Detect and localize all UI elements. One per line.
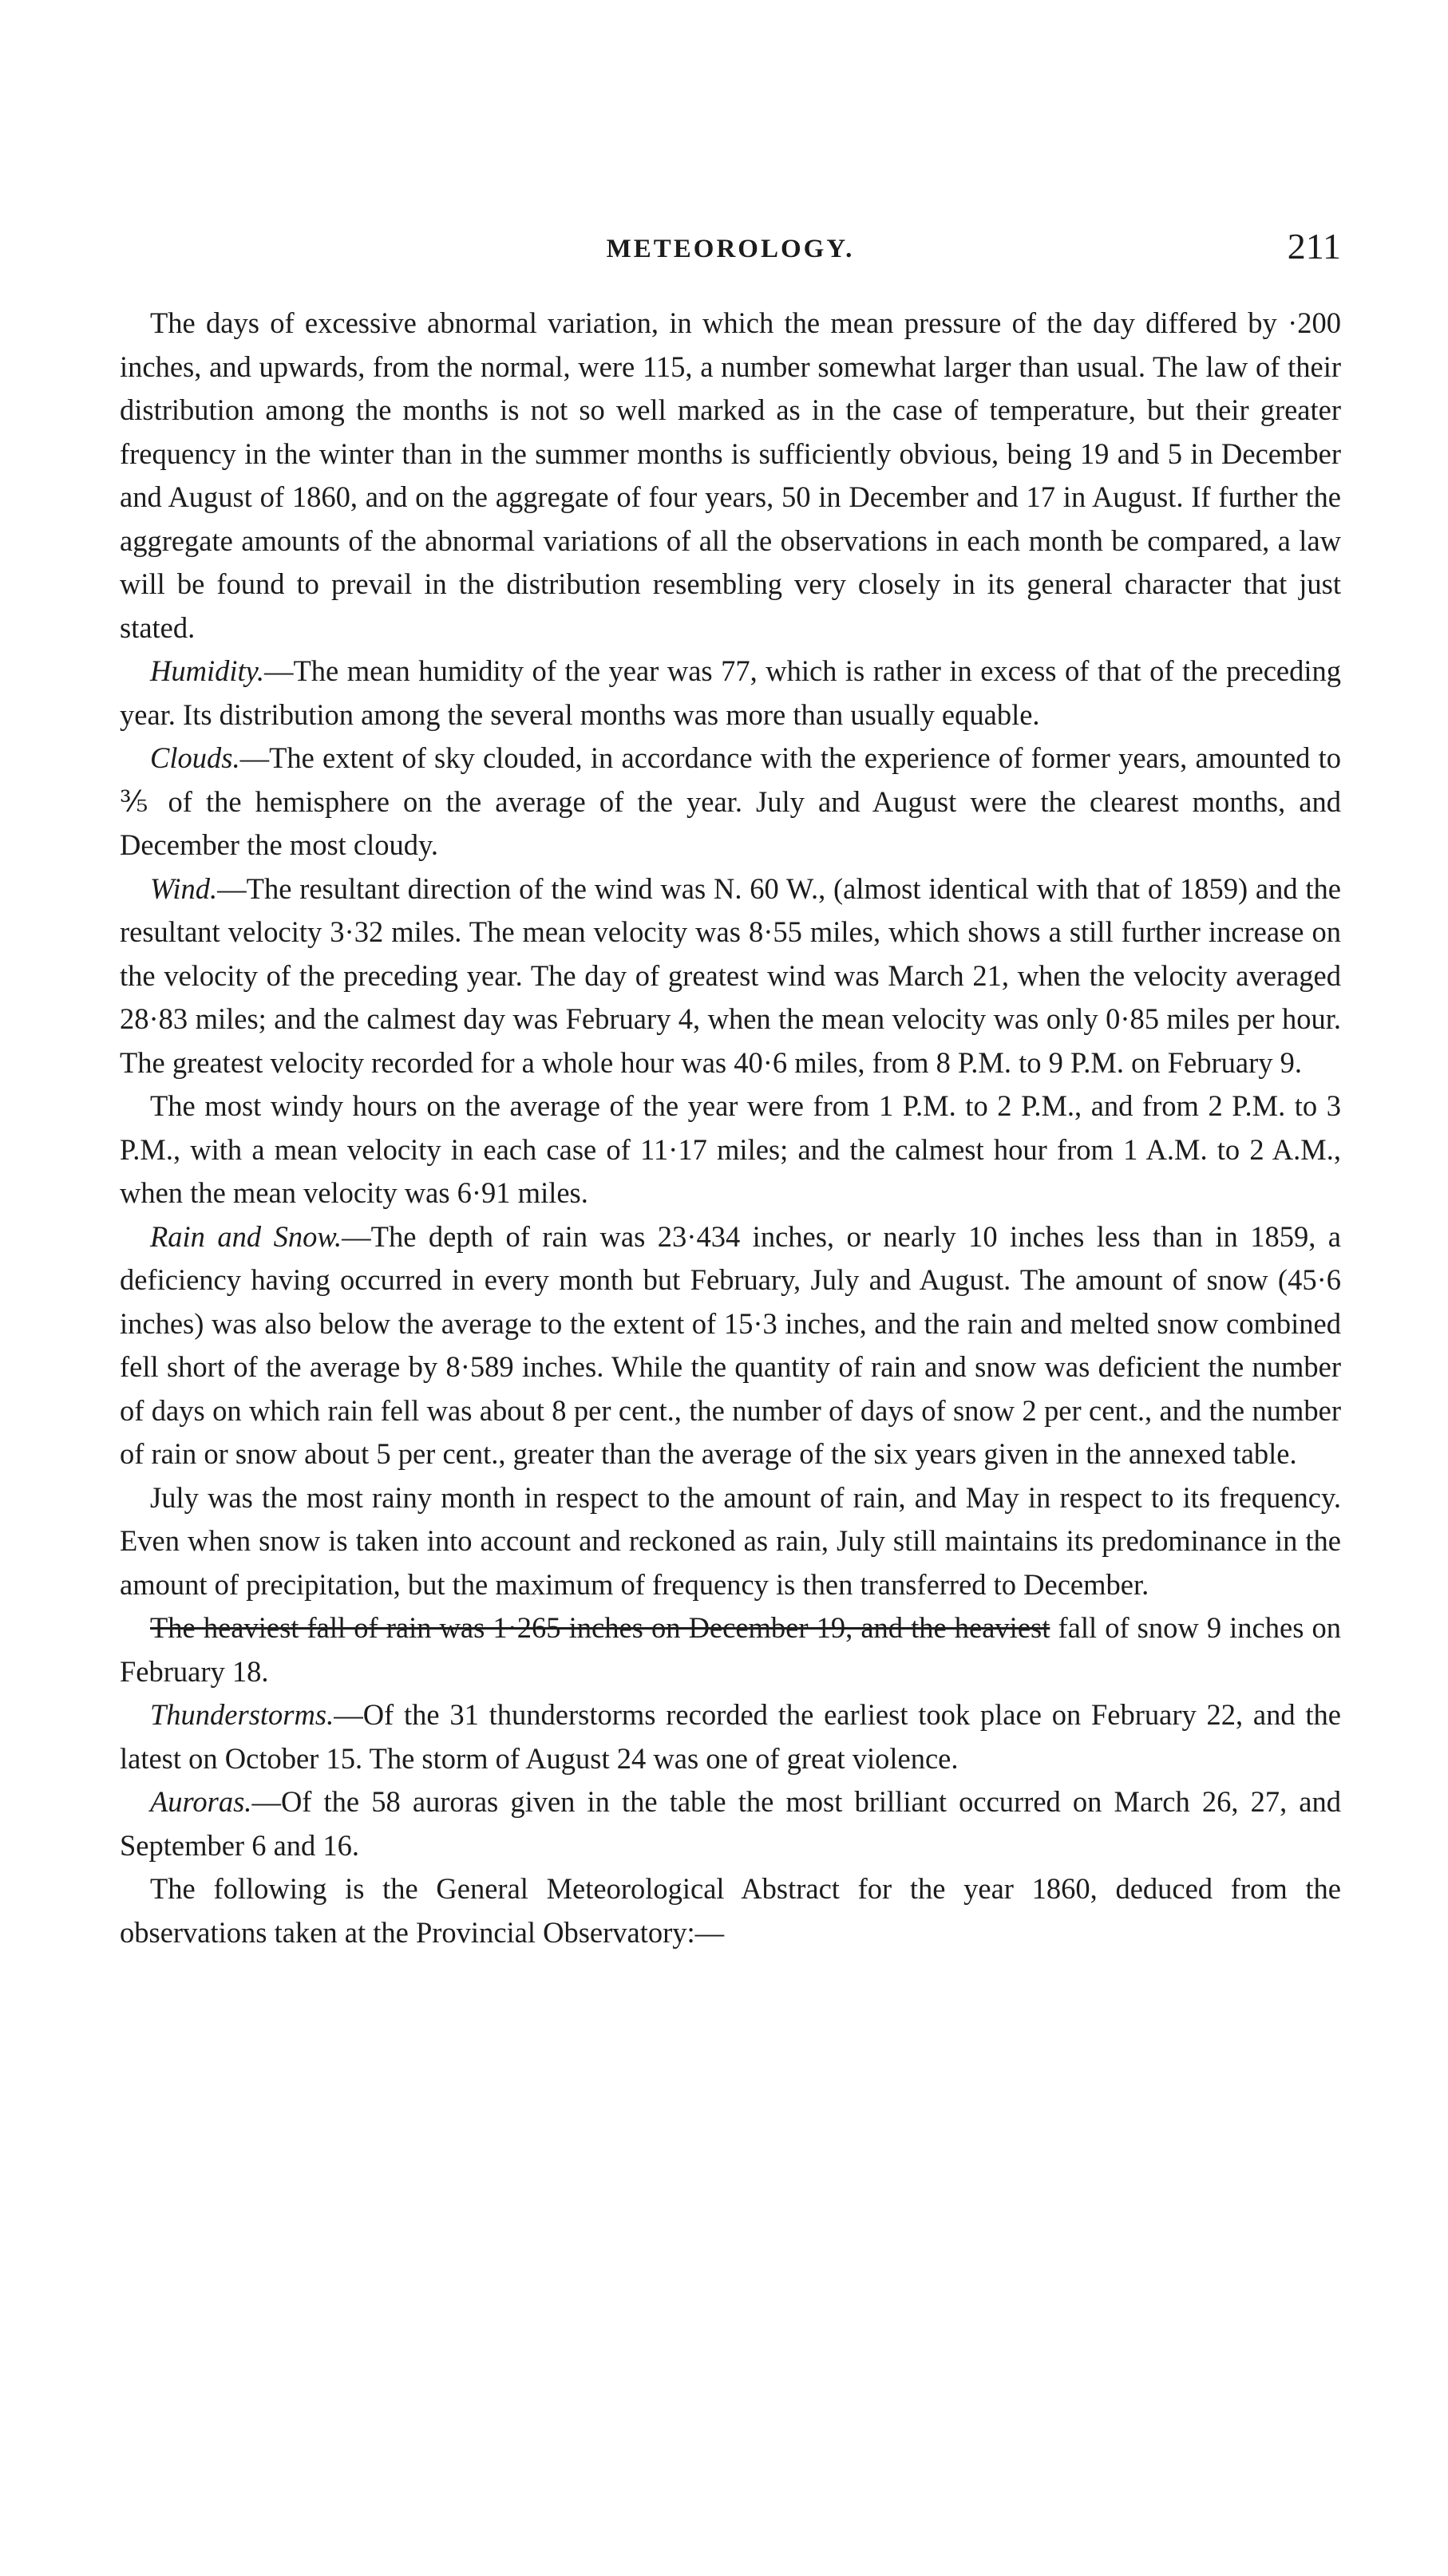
struck-through-text: The heaviest fall of rain was 1·265 inches on December 19, and the heaviest (150, 1611, 1050, 1644)
paragraph-wind (120, 867, 1341, 1085)
section-heading-humidity: Humidity. (150, 654, 264, 687)
paragraph-text: —The depth of rain was 23·434 inches, or nearly 10 inches less than in 1859, a deficiency having occurred in every month but February, July and August. The amount of snow (45·6 inches) was also below the average to the extent of 15·3 inches, and the rain and melted snow combined fell short of the average by 8·589 inches. While the quantity of rain and snow was deficient the number of days on which rain fell was about 8 per cent., the number of days of snow 2 per cent., and the number of rain or snow about 5 per cent., greater than the average of the six years given in the annexed table. (120, 1219, 1341, 1470)
paragraph-text: —Of the 58 auroras given in the table the most brilliant occurred on March 26, 27, and September 6 and 16. (120, 1785, 1341, 1862)
section-heading-rain-and-snow: Rain and Snow. (150, 1219, 342, 1253)
paragraph-heaviest-fall (120, 1606, 1341, 1693)
body-text (120, 302, 1341, 1954)
paragraph-thunderstorms (120, 1693, 1341, 1780)
section-heading-wind: Wind. (150, 871, 218, 905)
paragraph-abstract-intro (120, 1867, 1341, 1954)
section-heading-thunderstorms: Thunderstorms. (150, 1698, 334, 1731)
section-heading-auroras: Auroras. (150, 1785, 252, 1818)
paragraph-windy-hours (120, 1085, 1341, 1215)
paragraph-clouds (120, 737, 1341, 867)
paragraph-text: —The extent of sky clouded, in accordance with the experience of former years, amounted to ⅗ of the hemisphere on the average of the year. July and August were the clearest months, and December the most cloudy. (120, 741, 1341, 861)
paragraph-text: —The mean humidity of the year was 77, which is rather in excess of that of the preceding year. Its distribution among the several months was more than usually equable. (120, 654, 1341, 731)
page-number: 211 (1287, 226, 1341, 267)
paragraph-humidity (120, 650, 1341, 737)
paragraph-text: The following is the General Meteorological Abstract for the year 1860, deduced from the observations taken at the Provincial Observatory:— (120, 1872, 1341, 1949)
paragraph-auroras (120, 1780, 1341, 1867)
paragraph-text: fall of snow 9 inches on February 18. (120, 1611, 1342, 1688)
paragraph-text: —Of the 31 thunderstorms recorded the earliest took place on February 22, and the latest on October 15. The storm of August 24 was one of great violence. (120, 1698, 1341, 1775)
paragraph-rain-and-snow (120, 1215, 1341, 1476)
paragraph-pressure-variation (120, 302, 1341, 650)
running-head: METEOROLOGY. (606, 235, 855, 263)
paragraph-text: The days of excessive abnormal variation, in which the mean pressure of the day differed by ·200 inches, and upwards, from the normal, were 115, a number somewhat larger than usual. The law of their distribution among the months is not so well marked as in the case of temperature, but their greater frequency in the winter than in the summer months is sufficiently obvious, being 19 and 5 in December and August of 1860, and on the aggregate of four years, 50 in December and 17 in August. If further the aggregate amounts of the abnormal variations of all the observations in each month be compared, a law will be found to prevail in the distribution resembling very closely in its general character that just stated. (120, 306, 1341, 644)
paragraph-text: July was the most rainy month in respect to the amount of rain, and May in respect to its frequency. Even when snow is taken into account and reckoned as rain, July still maintains its predominance in the amount of precipitation, but the maximum of frequency is then transferred to December. (120, 1480, 1341, 1601)
paragraph-rainy-month (120, 1476, 1341, 1607)
paragraph-text: The most windy hours on the average of the year were from 1 P.M. to 2 P.M., and from 2 P.M. to 3 P.M., with a mean velocity in each case of 11·17 miles; and the calmest hour from 1 A.M. to 2 A.M., when the mean velocity was 6·91 miles. (120, 1089, 1341, 1209)
paragraph-text: —The resultant direction of the wind was N. 60 W., (almost identical with that of 1859) and the resultant velocity 3·32 miles. The mean velocity was 8·55 miles, which shows a still further increase on the velocity of the preceding year. The day of greatest wind was March 21, when the velocity averaged 28·83 miles; and the calmest day was February 4, when the mean velocity was only 0·85 miles per hour. The greatest velocity recorded for a whole hour was 40·6 miles, from 8 P.M. to 9 P.M. on February 9. (120, 871, 1341, 1079)
page-header (120, 225, 1341, 281)
section-heading-clouds: Clouds. (150, 741, 240, 774)
